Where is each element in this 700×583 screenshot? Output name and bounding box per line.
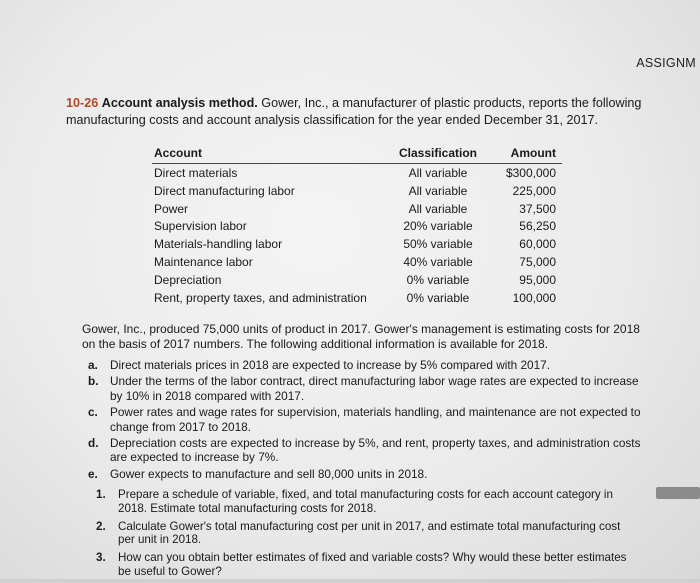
additional-info-list (88, 358, 648, 483)
list-item (88, 358, 648, 372)
row-classification: 40% variable (403, 254, 473, 269)
item-text: Gower expects to manufacture and sell 80,000 units in 2018. (110, 466, 428, 481)
question-item (96, 520, 636, 548)
header-amount: Amount (510, 146, 556, 160)
row-account: Direct manufacturing labor (154, 183, 295, 198)
row-account: Materials-handling labor (154, 237, 283, 252)
item-label: e. (88, 466, 98, 481)
table-row (152, 255, 562, 273)
row-classification: 0% variable (406, 272, 470, 287)
row-amount: 75,000 (519, 254, 556, 269)
row-account: Supervision labor (154, 219, 247, 234)
row-amount: 95,000 (519, 272, 556, 287)
row-classification: 0% variable (406, 290, 470, 305)
table-row (152, 202, 562, 220)
item-text: Power rates and wage rates for supervision, materials handling, and maintenance are not expected to change from 2017 to 2018. (110, 405, 641, 434)
question-label: 2. (96, 519, 106, 533)
row-amount: 225,000 (512, 183, 556, 198)
row-amount: $300,000 (505, 166, 556, 180)
assignment-header: ASSIGNM (636, 56, 696, 70)
list-item (88, 405, 648, 434)
row-classification: All variable (408, 201, 468, 216)
item-text: Direct materials prices in 2018 are expected to increase by 5% compared with 2017. (110, 358, 550, 372)
item-text: Depreciation costs are expected to increase by 5%, and rent, property taxes, and administration costs are expected to increase by 7%. (110, 436, 641, 465)
row-amount: 100,000 (512, 290, 556, 305)
row-account: Rent, property taxes, and administration (154, 290, 367, 305)
problem-title (66, 95, 666, 129)
row-amount: 60,000 (519, 237, 556, 252)
row-amount: 56,250 (519, 219, 556, 234)
row-account: Power (154, 201, 189, 216)
header-account: Account (154, 146, 202, 160)
row-classification: 20% variable (403, 219, 473, 234)
row-account: Depreciation (154, 272, 222, 287)
question-text: Prepare a schedule of variable, fixed, and total manufacturing costs for each account category in 2018. Estimate total manufacturing costs for 2018. (118, 488, 613, 515)
row-amount: 37,500 (519, 201, 556, 216)
problem-number: 10-26 (66, 96, 99, 110)
question-item (96, 551, 636, 579)
list-item (88, 374, 648, 403)
table-row (152, 273, 562, 291)
question-text: How can you obtain better estimates of fixed and variable costs? Why would these better estimates be useful to Gower? (118, 551, 627, 578)
question-text: Calculate Gower's total manufacturing cost per unit in 2017, and estimate total manufacturing cost per unit in 2018. (118, 519, 621, 547)
problem-intro: Gower, Inc., a manufacturer of plastic products, reports the following manufacturing costs and account analysis classification for the year ended December 31, 2017. (66, 96, 642, 127)
row-account: Maintenance labor (154, 254, 253, 269)
row-account: Direct materials (154, 166, 238, 180)
table-row (152, 166, 562, 184)
table-header (152, 146, 562, 164)
item-label: b. (88, 374, 99, 389)
list-item (88, 467, 648, 481)
table-row (152, 237, 562, 255)
question-label: 3. (96, 551, 106, 565)
table-row (152, 291, 562, 309)
problem-heading: Account analysis method. (101, 96, 258, 110)
row-classification: All variable (408, 166, 468, 180)
item-label: a. (88, 358, 98, 372)
header-classification: Classification (398, 146, 478, 160)
scrollbar-handle[interactable] (656, 487, 700, 499)
list-item (88, 436, 648, 465)
item-text: Under the terms of the labor contract, direct manufacturing labor wage rates are expected to increase by 10% in 2018 compared with 2017. (110, 374, 639, 403)
question-item (96, 488, 636, 516)
item-label: d. (88, 436, 99, 451)
questions-list (96, 488, 636, 583)
question-label: 1. (96, 488, 106, 501)
row-classification: 50% variable (403, 237, 473, 252)
table-row (152, 184, 562, 202)
item-label: c. (88, 405, 98, 420)
row-classification: All variable (408, 183, 468, 198)
cost-table (152, 146, 562, 308)
table-row (152, 219, 562, 237)
production-paragraph: Gower, Inc., produced 75,000 units of product in 2017. Gower's management is estimating costs for 2018 on the basis of 2017 numbers. The following additional information is available for 2018. (82, 322, 640, 351)
